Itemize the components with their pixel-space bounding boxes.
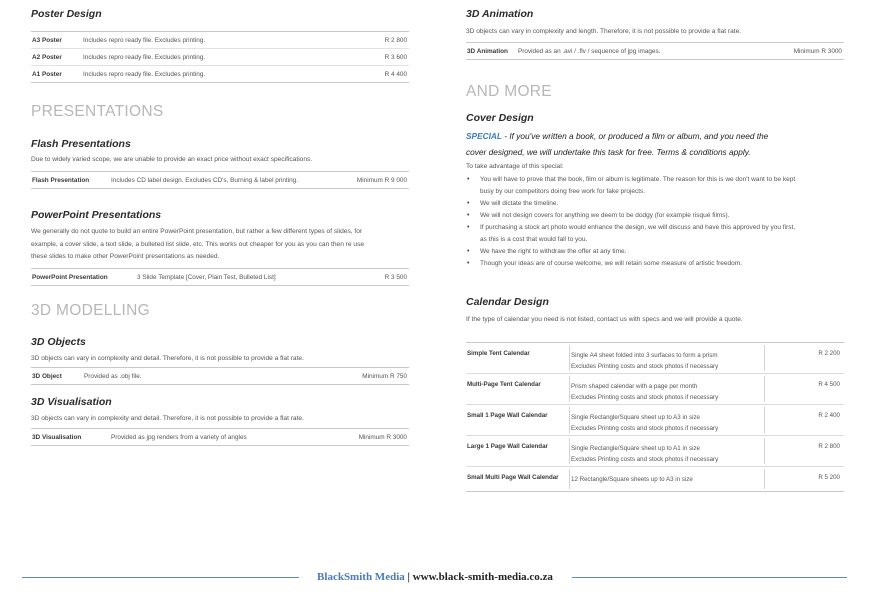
list-item: • You will have to prove that the book, film or album is legitimate. The reason for this is we don't want to be kept [466,174,844,186]
list-item: as this is a cost that would fall to you. [480,236,588,243]
visualisation-heading: 3D Visualisation [31,396,112,408]
presentations-section-title: PRESENTATIONS [31,103,164,120]
calendar-text: If the type of calendar you need is not listed, contact us with specs and we will provide a quote. [466,316,743,323]
cover-terms-list [466,174,844,270]
objects-table [31,367,409,385]
footer [0,571,870,583]
powerpoint-text: We generally do not quote to build an entire PowerPoint presentation, but rather a few different types of slides, for example, a cover slide, a text slide, a bulleted list slide, etc. This works out cheaper for you as you can then re use these slides to make other PowerPoint presentations as needed. [31,228,365,260]
poster-heading: Poster Design [31,8,102,20]
flash-text: Due to widely varied scope, we are unable to provide an exact price without exact specifications. [31,156,313,163]
table-row: PowerPoint Presentation 3 Slide Template [Cover, Plain Test, Bulleted List] R 3 500 [32,274,407,281]
table-row: Simple Tent Calendar Single A4 sheet folded into 3 surfaces to form a prism Excludes Printing costs and stock photos if necessary R 2 200 [466,343,844,373]
special-line-2: cover designed, we will undertake this task for free. Terms & conditions apply. [466,147,751,157]
calendar-table [466,342,844,492]
special-line-1: SPECIAL - If you've written a book, or produced a film or album, and you need the [466,131,769,141]
flash-heading: Flash Presentations [31,138,131,150]
table-row: 3D Animation Provided as an .avi / .flv / sequence of jpg images. Minimum R 3000 [467,48,842,55]
animation-heading: 3D Animation [466,8,534,20]
powerpoint-table [31,268,409,286]
table-row: 3D Object Provided as .obj file. Minimum R 750 [32,373,407,380]
table-row: 3D Visualisation Provided as jpg renders from a variety of angles Minimum R 3000 [32,434,407,441]
table-row: Large 1 Page Wall Calendar Single Rectangle/Square sheet up to A1 in size Excludes Printing costs and stock photos if necessary R 2 800 [466,435,844,466]
table-row: Small Multi Page Wall Calendar 12 Rectangle/Square sheets up to A3 in size R 5 200 [466,466,844,491]
table-row: A2 Poster Includes repro ready file. Excludes printing. R 3 600 [31,48,409,65]
list-item: • If purchasing a stock art photo would enhance the design, we will discuss and have this approved by you first, [466,222,844,234]
more-section-title: AND MORE [466,83,552,100]
list-item: • We will not design covers for anything we deem to be dodgy (for example risqué films). [466,210,844,222]
powerpoint-heading: PowerPoint Presentations [31,209,162,221]
table-row: A3 Poster Includes repro ready file. Excludes printing. R 2 800 [32,37,407,44]
list-item: • We have the right to withdraw the offer at any time. [466,246,844,258]
table-row: A1 Poster Includes repro ready file. Excludes printing. R 4 400 [31,65,409,82]
poster-table [31,31,409,83]
visualisation-table [31,428,409,446]
list-item: busy by our competitors doing free work for fake projects. [480,188,646,195]
cover-intro: To take advantage of this special: [466,163,564,170]
animation-table [466,42,844,60]
table-row: Small 1 Page Wall Calendar Single Rectangle/Square sheet up to A3 in size Excludes Printing costs and stock photos if necessary R 2 400 [466,404,844,435]
cover-heading: Cover Design [466,112,534,124]
animation-text: 3D objects can vary in complexity and length. Therefore, it is not possible to provide a flat rate. [466,28,742,35]
footer-brand: BlackSmith Media [317,571,405,583]
modelling-section-title: 3D MODELLING [31,302,151,319]
list-item: • We will dictate the timeline. [466,198,844,210]
flash-table [31,171,409,189]
footer-url-link[interactable]: www.black-smith-media.co.za [412,571,553,583]
table-row: Flash Presentation Includes CD label design. Excludes CD's, Burning & label printing. Minimum R 9 000 [32,177,407,184]
table-row: Multi-Page Tent Calendar Prism shaped calendar with a page per month Excludes Printing costs and stock photos if necessary R 4 500 [466,373,844,404]
calendar-heading: Calendar Design [466,296,549,308]
visualisation-text: 3D objects can vary in complexity and detail. Therefore, it is not possible to provide a flat rate. [31,415,304,422]
objects-text: 3D objects can vary in complexity and detail. Therefore, it is not possible to provide a flat rate. [31,355,304,362]
footer-separator: | [404,571,413,583]
objects-heading: 3D Objects [31,336,86,348]
list-item: • Though your ideas are of course welcome, we will retain some measure of artistic freedom. [466,258,844,270]
